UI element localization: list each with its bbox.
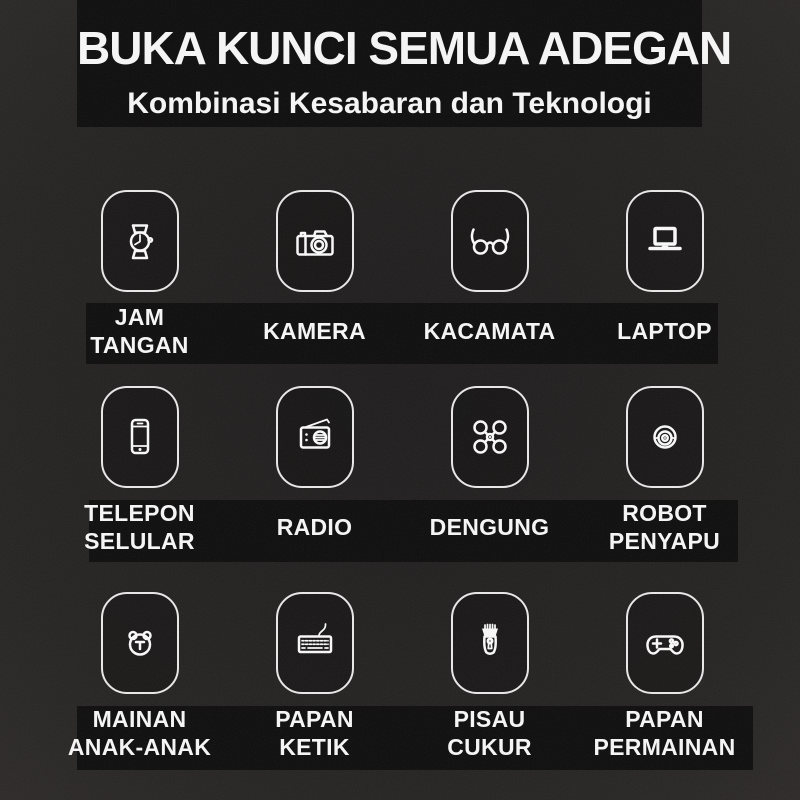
tile-laptop	[626, 190, 704, 292]
tile-robot-penyapu	[626, 386, 704, 488]
shaver-icon	[465, 618, 515, 668]
item-label: DENGUNG	[429, 513, 550, 540]
laptop-icon	[640, 216, 690, 266]
item-label: RADIO	[276, 513, 353, 540]
item-label: KAMERA	[263, 317, 366, 344]
grid-item-telepon-selular	[52, 386, 227, 558]
grid-item-dengung	[402, 386, 577, 558]
grid-item-kamera	[227, 190, 402, 362]
grid-item-papan-ketik	[227, 592, 402, 764]
tile-mainan-anak-anak	[101, 592, 179, 694]
keyboard-icon	[290, 618, 340, 668]
item-label: TELEPON SELULAR	[84, 499, 195, 554]
grid-item-mainan-anak-anak	[52, 592, 227, 764]
item-label: JAM TANGAN	[90, 303, 189, 358]
grid-item-papan-permainan	[577, 592, 752, 764]
camera-icon	[290, 216, 340, 266]
drone-icon	[465, 412, 515, 462]
tile-kacamata	[451, 190, 529, 292]
item-label: ROBOT PENYAPU	[608, 499, 721, 554]
grid-item-radio	[227, 386, 402, 558]
item-label: MAINAN ANAK-ANAK	[67, 705, 212, 760]
page-title: BUKA KUNCI SEMUA ADEGAN	[77, 22, 732, 74]
smartphone-icon	[115, 412, 165, 462]
tile-dengung	[451, 386, 529, 488]
grid-row-2	[52, 386, 752, 558]
grid-item-jam-tangan	[52, 190, 227, 362]
header	[77, 0, 732, 121]
tile-papan-ketik	[276, 592, 354, 694]
item-label: PAPAN PERMAINAN	[593, 705, 736, 760]
grid-item-robot-penyapu	[577, 386, 752, 558]
item-label: PAPAN KETIK	[275, 705, 354, 760]
item-label: PISAU CUKUR	[447, 705, 532, 760]
radio-icon	[290, 412, 340, 462]
grid-row-3	[52, 592, 752, 764]
tile-jam-tangan	[101, 190, 179, 292]
tile-telepon-selular	[101, 386, 179, 488]
grid-item-pisau-cukur	[402, 592, 577, 764]
gamepad-icon	[640, 618, 690, 668]
grid-row-1	[52, 190, 752, 362]
tile-kamera	[276, 190, 354, 292]
tile-radio	[276, 386, 354, 488]
wristwatch-icon	[115, 216, 165, 266]
tile-pisau-cukur	[451, 592, 529, 694]
grid-item-laptop	[577, 190, 752, 362]
item-label: LAPTOP	[617, 317, 712, 344]
glasses-icon	[465, 216, 515, 266]
item-label: KACAMATA	[423, 317, 556, 344]
tile-papan-permainan	[626, 592, 704, 694]
teddy-bear-icon	[115, 618, 165, 668]
page-subtitle: Kombinasi Kesabaran dan Teknologi	[127, 87, 652, 121]
robot-vacuum-icon	[640, 412, 690, 462]
grid-item-kacamata	[402, 190, 577, 362]
